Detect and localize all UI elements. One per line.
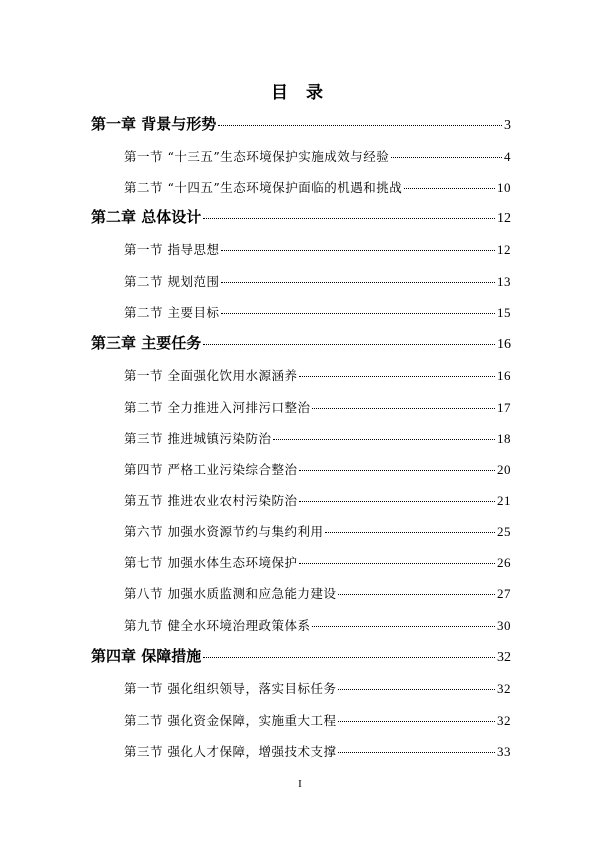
toc-entry-label: 第一章 背景与形势 (91, 115, 217, 133)
toc-entry-label: 第八节 加强水质监测和应急能力建设 (124, 586, 337, 601)
toc-leader-dots (299, 563, 495, 564)
toc-page-number: 16 (497, 337, 511, 352)
toc-entry-label: 第二章 总体设计 (91, 208, 202, 226)
toc-chapter-entry[interactable] (91, 206, 511, 227)
toc-leader-dots (312, 408, 495, 409)
toc-section-entry[interactable] (124, 398, 511, 416)
toc-leader-dots (221, 282, 495, 283)
toc-page-number: 32 (497, 650, 511, 665)
toc-page-number: 4 (504, 149, 511, 164)
toc-leader-dots (325, 532, 495, 533)
toc-entry-label: 第四章 保障措施 (91, 647, 202, 665)
toc-section-entry[interactable] (124, 272, 511, 290)
toc-leader-dots (218, 125, 502, 126)
toc-page-number: 21 (497, 493, 511, 508)
toc-entry-label: 第二节 “十四五”生态环境保护面临的机遇和挑战 (124, 180, 403, 195)
toc-section-entry[interactable] (124, 522, 511, 540)
toc-page-number: 18 (497, 431, 511, 446)
toc-entry-label: 第一节 强化组织领导，落实目标任务 (124, 681, 337, 696)
toc-leader-dots (338, 752, 495, 753)
toc-leader-dots (203, 218, 495, 219)
toc-leader-dots (312, 626, 495, 627)
toc-page-number: 12 (497, 242, 511, 257)
toc-section-entry[interactable] (124, 178, 511, 196)
toc-page-number: 33 (497, 744, 511, 759)
toc-page-number: 17 (497, 400, 511, 415)
toc-page-number: 13 (497, 274, 511, 289)
toc-leader-dots (299, 376, 495, 377)
toc-leader-dots (391, 157, 502, 158)
toc-page-number: 3 (504, 118, 511, 133)
toc-leader-dots (221, 313, 495, 314)
toc-page-number: 26 (497, 555, 511, 570)
toc-section-entry[interactable] (124, 679, 511, 697)
toc-leader-dots (299, 470, 495, 471)
toc-page-number: 25 (497, 524, 511, 539)
toc-entry-label: 第二节 全力推进入河排污口整治 (124, 400, 311, 415)
toc-title: 目 录 (271, 83, 329, 103)
toc-entry-label: 第九节 健全水环境治理政策体系 (124, 618, 311, 633)
toc-section-entry[interactable] (124, 553, 511, 571)
toc-leader-dots (404, 188, 495, 189)
toc-section-entry[interactable] (124, 711, 511, 729)
toc-section-entry[interactable] (124, 429, 511, 447)
toc-entry-label: 第三节 推进城镇污染防治 (124, 431, 272, 446)
toc-leader-dots (273, 439, 495, 440)
toc-entry-label: 第四节 严格工业污染综合整治 (124, 462, 298, 477)
toc-page-number: 15 (497, 305, 511, 320)
toc-page-number: 32 (497, 681, 511, 696)
toc-section-entry[interactable] (124, 240, 511, 258)
toc-entry-label: 第三章 主要任务 (91, 334, 202, 352)
toc-page-number: 16 (497, 368, 511, 383)
toc-page-number: 32 (497, 713, 511, 728)
toc-section-entry[interactable] (124, 366, 511, 384)
toc-entry-label: 第二节 主要目标 (124, 305, 220, 320)
toc-chapter-entry[interactable] (91, 332, 511, 353)
toc-section-entry[interactable] (124, 491, 511, 509)
toc-page-number: 20 (497, 462, 511, 477)
toc-entry-label: 第六节 加强水资源节约与集约利用 (124, 524, 324, 539)
toc-section-entry[interactable] (124, 616, 511, 634)
toc-leader-dots (338, 721, 495, 722)
toc-page-number: 30 (497, 618, 511, 633)
toc-leader-dots (338, 689, 495, 690)
toc-entry-label: 第五节 推进农业农村污染防治 (124, 493, 298, 508)
toc-leader-dots (338, 594, 495, 595)
toc-chapter-entry[interactable] (91, 113, 511, 134)
toc-page-number: 12 (497, 211, 511, 226)
toc-entry-label: 第一节 “十三五”生态环境保护实施成效与经验 (124, 149, 390, 164)
toc-entry-label: 第二节 规划范围 (124, 274, 220, 289)
toc-section-entry[interactable] (124, 303, 511, 321)
toc-leader-dots (221, 250, 495, 251)
toc-page-number: 27 (497, 586, 511, 601)
toc-entry-label: 第二节 强化资金保障，实施重大工程 (124, 713, 337, 728)
toc-section-entry[interactable] (124, 584, 511, 602)
page-number-footer: I (298, 778, 302, 790)
toc-entry-label: 第三节 强化人才保障，增强技术支撑 (124, 744, 337, 759)
toc-leader-dots (203, 657, 495, 658)
toc-section-entry[interactable] (124, 742, 511, 760)
toc-leader-dots (299, 501, 495, 502)
toc-entry-label: 第七节 加强水体生态环境保护 (124, 555, 298, 570)
toc-entry-label: 第一节 指导思想 (124, 242, 220, 257)
toc-section-entry[interactable] (124, 147, 511, 165)
toc-entry-label: 第一节 全面强化饮用水源涵养 (124, 368, 298, 383)
toc-section-entry[interactable] (124, 460, 511, 478)
toc-leader-dots (203, 344, 495, 345)
toc-chapter-entry[interactable] (91, 645, 511, 666)
toc-page-number: 10 (497, 180, 511, 195)
